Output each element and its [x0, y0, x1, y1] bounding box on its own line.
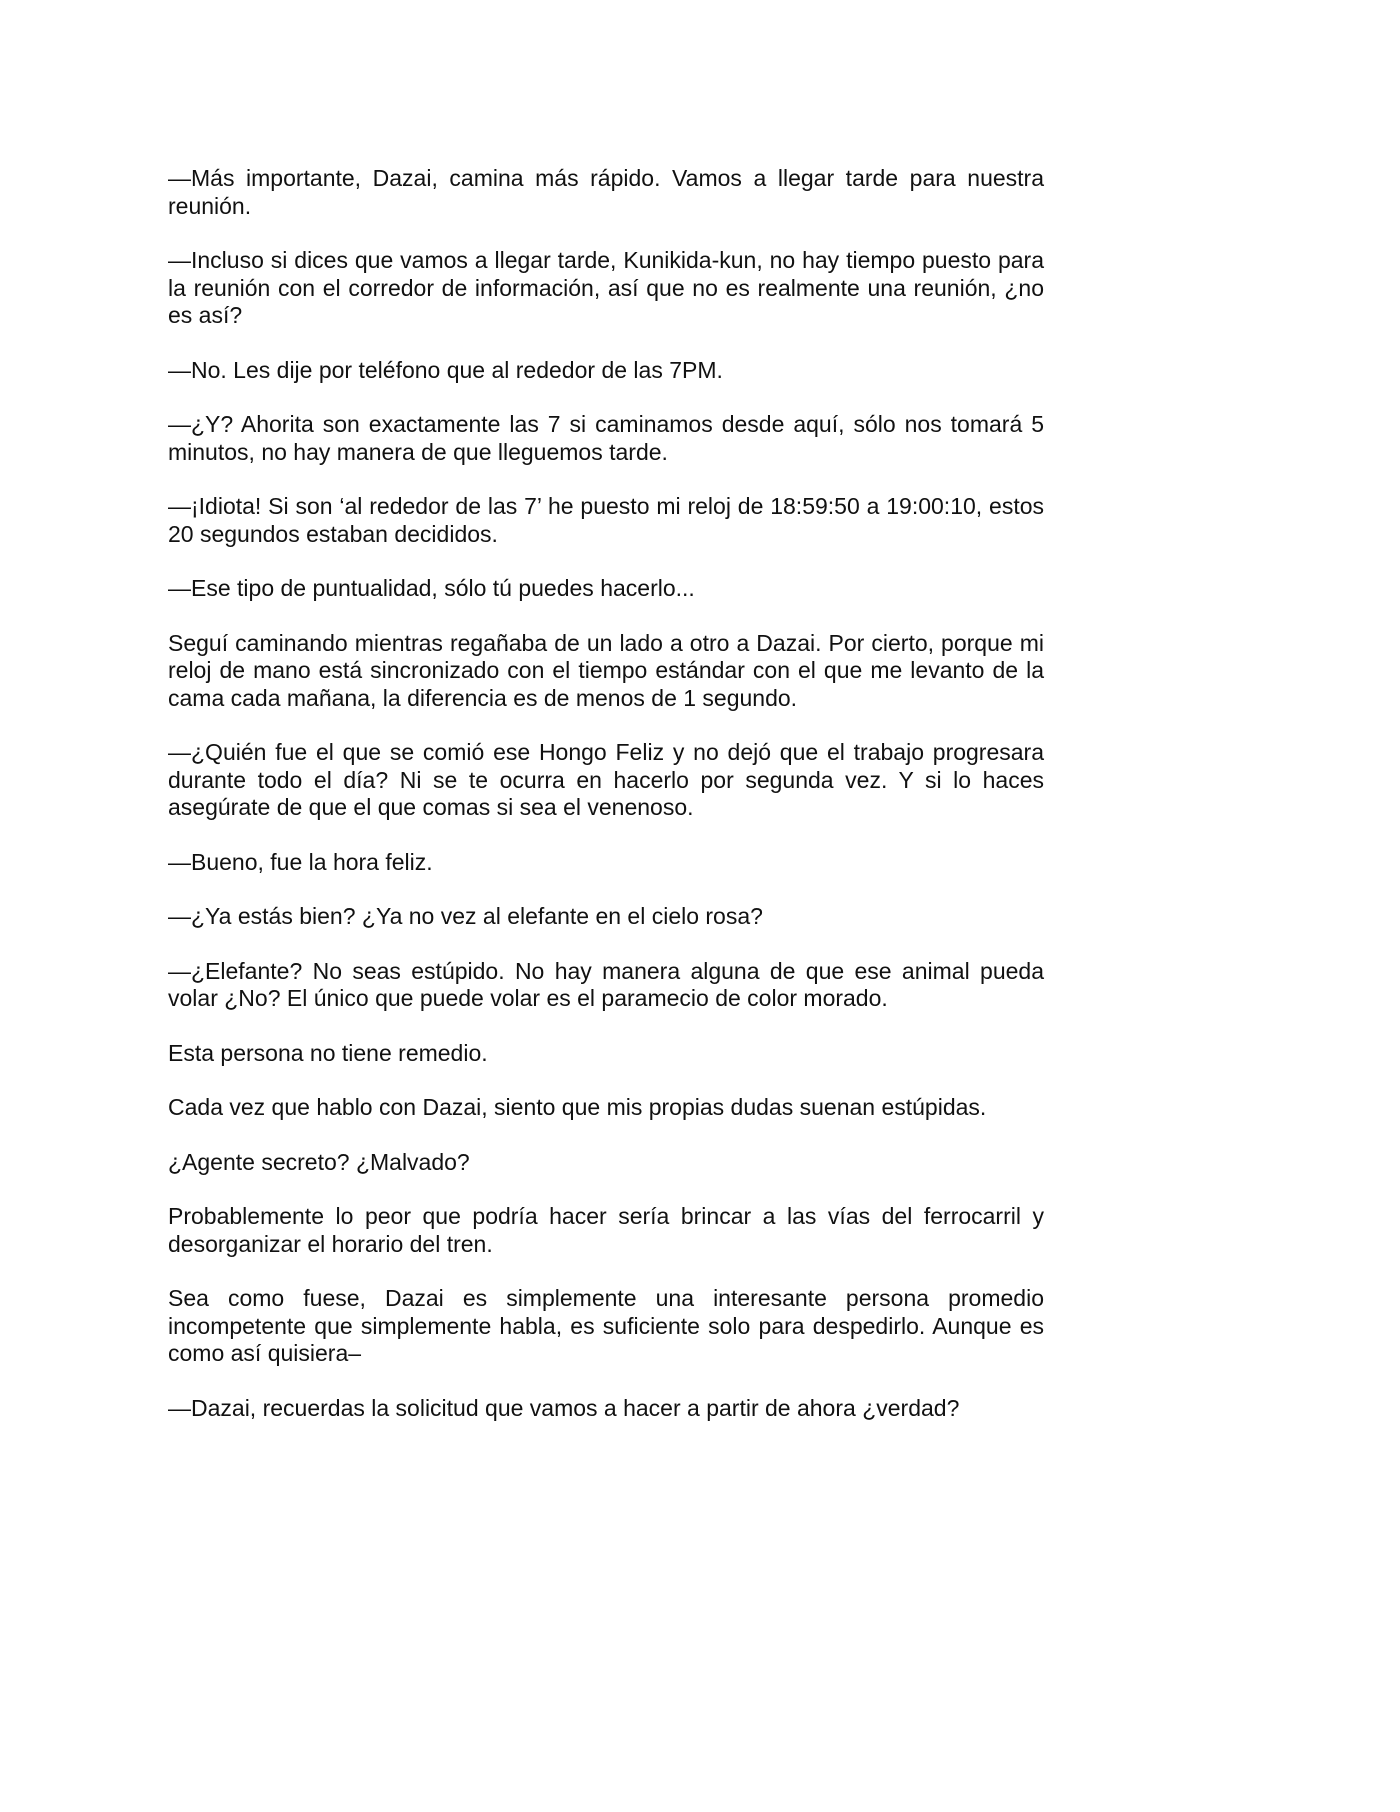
paragraph: —¿Ya estás bien? ¿Ya no vez al elefante en el cielo rosa? [168, 903, 763, 929]
paragraph: —¡Idiota! Si son ‘al rededor de las 7’ he puesto mi reloj de 18:59:50 a 19:00:10, estos 20 segundos estaban decididos. [168, 493, 1044, 547]
paragraph: Probablemente lo peor que podría hacer sería brincar a las vías del ferrocarril y desorganizar el horario del tren. [168, 1203, 1044, 1257]
paragraph: —¿Y? Ahorita son exactamente las 7 si caminamos desde aquí, sólo nos tomará 5 minutos, no hay manera de que lleguemos tarde. [168, 411, 1044, 465]
paragraph: Esta persona no tiene remedio. [168, 1039, 488, 1066]
paragraph: —¿Elefante? No seas estúpido. No hay manera alguna de que ese animal pueda volar ¿No? El único que puede volar es el paramecio de color morado. [168, 957, 1044, 1011]
paragraph: ¿Agente secreto? ¿Malvado? [168, 1148, 470, 1175]
paragraph: —¿Quién fue el que se comió ese Hongo Feliz y no dejó que el trabajo progresara durante todo el día? Ni se te ocurra en hacerlo por segunda vez. Y si lo haces asegúrate de que el que comas si sea el venenoso. [168, 739, 1044, 820]
paragraph: Sea como fuese, Dazai es simplemente una interesante persona promedio incompetente que simplemente habla, es suficiente solo para despedirlo. Aunque es como así quisiera– [168, 1285, 1044, 1366]
paragraph: —Dazai, recuerdas la solicitud que vamos a hacer a partir de ahora ¿verdad? [168, 1394, 960, 1421]
text-body [168, 165, 1044, 1449]
paragraph: —Más importante, Dazai, camina más rápido. Vamos a llegar tarde para nuestra reunión. [168, 165, 1044, 219]
paragraph: —No. Les dije por teléfono que al rededor de las 7PM. [168, 356, 723, 383]
paragraph: —Incluso si dices que vamos a llegar tarde, Kunikida-kun, no hay tiempo puesto para la reunión con el corredor de información, así que no es realmente una reunión, ¿no es así? [168, 247, 1044, 328]
paragraph: —Bueno, fue la hora feliz. [168, 848, 433, 875]
paragraph: Cada vez que hablo con Dazai, siento que mis propias dudas suenan estúpidas. [168, 1094, 987, 1120]
paragraph: —Ese tipo de puntualidad, sólo tú puedes hacerlo... [168, 575, 695, 601]
paragraph: Seguí caminando mientras regañaba de un lado a otro a Dazai. Por cierto, porque mi reloj de mano está sincronizado con el tiempo estándar con el que me levanto de la cama cada mañana, la diferencia es de menos de 1 segundo. [168, 629, 1044, 711]
